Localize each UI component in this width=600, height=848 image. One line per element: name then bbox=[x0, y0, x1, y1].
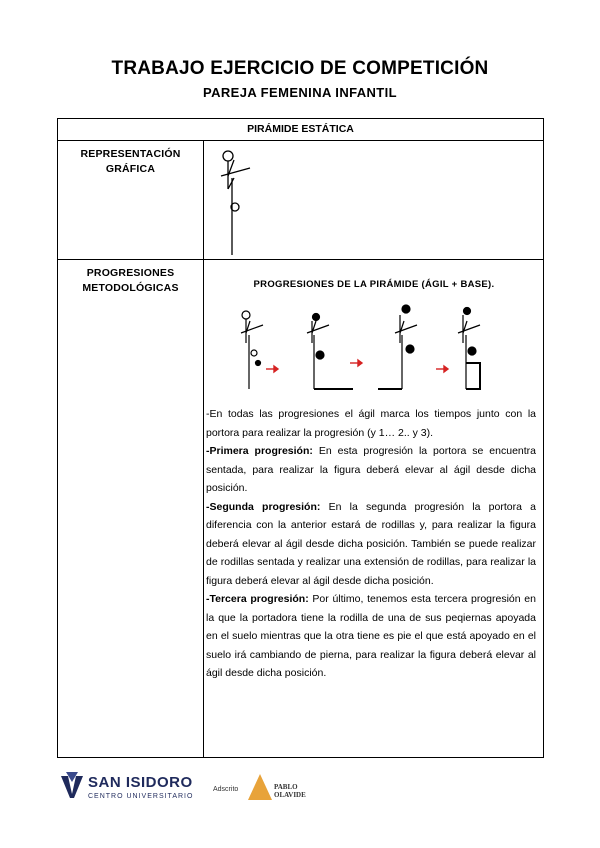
row-label-progresiones bbox=[62, 266, 199, 296]
agil-arm bbox=[221, 168, 250, 176]
svg-text:OLAVIDE: OLAVIDE bbox=[274, 791, 306, 799]
arrow-icon bbox=[436, 366, 448, 372]
agil-head bbox=[223, 151, 233, 161]
paragraph bbox=[206, 442, 536, 498]
agil-leg bbox=[228, 178, 234, 189]
paragraph-text: En esta progresión la portora se encuentra sentada, para realizar la figura deberá elevar al ágil desde dicha posición. bbox=[206, 445, 536, 494]
paragraph-text: Por último, tenemos esta tercera progresión en la que la portadora tiene la rodilla de una de sus peqiernas apoyada en el suelo mientras que la otra tiene es pie el que está apoyado en el suelo irá cambiando de pierna, para realizar la figura deberá elevar al ágil desde dicha posición. bbox=[206, 593, 536, 679]
progression-figure-4 bbox=[458, 308, 480, 390]
arrow-icon bbox=[350, 360, 362, 366]
pyramid-figure bbox=[204, 142, 284, 260]
row-label-line: METODOLÓGICAS bbox=[82, 282, 179, 294]
page-subtitle: PAREJA FEMENINA INFANTIL bbox=[202, 85, 397, 100]
table-header: PIRÁMIDE ESTÁTICA bbox=[58, 119, 543, 141]
progression-figure-2 bbox=[307, 314, 353, 390]
row-divider bbox=[58, 259, 543, 260]
row-label-line: PROGRESIONES bbox=[86, 267, 175, 279]
svg-text:PABLO: PABLO bbox=[274, 783, 298, 791]
paragraph bbox=[206, 590, 536, 683]
row-label-line: REPRESENTACIÓN bbox=[80, 148, 181, 160]
progressions-title: PROGRESIONES DE LA PIRÁMIDE (ÁGIL + BASE). bbox=[253, 279, 495, 290]
adscrito-label: Adscrito bbox=[213, 786, 239, 793]
paragraph-text: En la segunda progresión la portora a diferencia con la anterior estará de rodillas y, para realizar la figura deberá elevar al ágil desde dicha posición. También se puede realizar de rodillas sentada y realizar una extensión de rodillas, para realizar la figura deberá elevar al ágil desde dicha posición. bbox=[206, 500, 536, 587]
row-label-representacion bbox=[62, 147, 199, 177]
paragraph bbox=[206, 498, 536, 591]
paragraph: -En todas las progresiones el ágil marca los tiempos junto con la portora para realizar la progresión (y 1… 2.. y 3). bbox=[206, 408, 536, 439]
logo-san-isidoro: SAN ISIDORO bbox=[88, 774, 193, 791]
progressions-strip bbox=[238, 303, 528, 391]
progression-figure-3 bbox=[378, 305, 417, 389]
pablo-olavide-logo bbox=[246, 772, 306, 802]
progression-figure-1 bbox=[241, 311, 263, 389]
san-isidoro-logo-icon bbox=[58, 770, 86, 800]
page-title: TRABAJO EJERCICIO DE COMPETICIÓN bbox=[111, 58, 489, 79]
paragraph-lead: -Tercera progresión: bbox=[206, 593, 309, 605]
row-label-line: GRÁFICA bbox=[105, 163, 156, 175]
paragraph-lead: -Primera progresión: bbox=[206, 445, 313, 457]
paragraph-lead: -Segunda progresión: bbox=[206, 500, 321, 513]
arrow-icon bbox=[266, 366, 278, 372]
exercise-table bbox=[57, 118, 544, 758]
progressions-text bbox=[206, 405, 536, 683]
logo-subtitle: CENTRO UNIVERSITARIO bbox=[88, 793, 194, 800]
